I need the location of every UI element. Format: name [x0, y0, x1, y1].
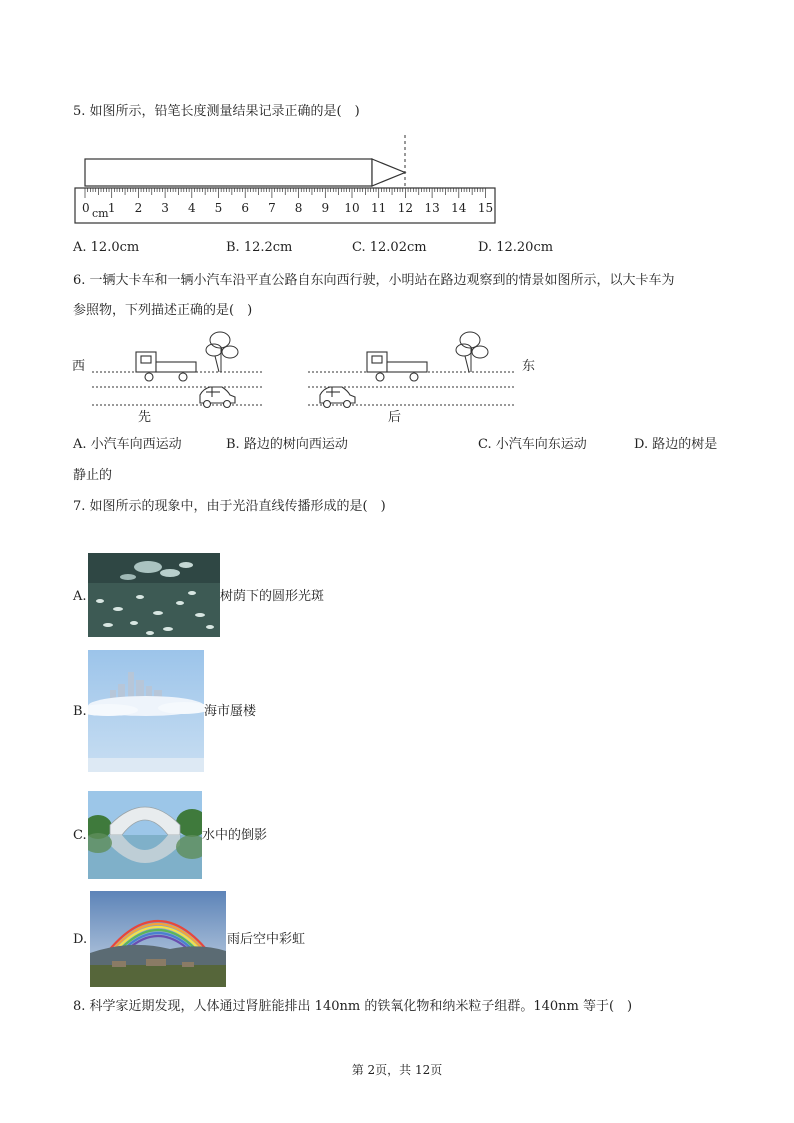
- tree-icon-left: [206, 332, 238, 372]
- q6-option-d-continued: 静止的: [73, 468, 113, 483]
- east-label: 东: [522, 359, 536, 374]
- before-label: 先: [138, 410, 152, 425]
- mirage-city-photo: [88, 650, 204, 772]
- ruler-label: 1: [107, 201, 116, 215]
- ruler-label: 13: [424, 201, 440, 215]
- q6-option-a[interactable]: A. 小汽车向西运动: [73, 437, 182, 452]
- car-icon-right: [320, 387, 355, 408]
- ruler-label: 11: [371, 201, 387, 215]
- question-6-stem-line2: 参照物，下列描述正确的是( ): [73, 303, 253, 318]
- q5-option-a[interactable]: A. 12.0cm: [73, 240, 140, 255]
- question-6-stem-line1: 6. 一辆大卡车和一辆小汽车沿平直公路自东向西行驶，小明站在路边观察到的情景如图所示，以大卡车为: [73, 273, 675, 288]
- truck-icon-right: [367, 352, 427, 381]
- ruler-label: 3: [161, 201, 169, 215]
- ruler-label: 8: [294, 201, 303, 215]
- page-footer: 第 2页，共 12页: [351, 1063, 443, 1077]
- truck-icon-left: [136, 352, 196, 381]
- q5-option-c[interactable]: C. 12.02cm: [352, 240, 427, 255]
- q6-option-d[interactable]: D. 路边的树是: [634, 437, 718, 452]
- rainbow-photo: [90, 891, 226, 987]
- q7-option-b-letter[interactable]: B.: [73, 704, 87, 719]
- pencil-ruler-figure: [70, 130, 510, 230]
- ruler-label: 4: [187, 201, 196, 215]
- q5-option-d[interactable]: D. 12.20cm: [478, 240, 554, 255]
- ruler-unit-label: cm: [92, 207, 109, 220]
- q5-option-b[interactable]: B. 12.2cm: [226, 240, 293, 255]
- q7-option-b-text: 海市蜃楼: [204, 704, 257, 719]
- truck-car-figure: [70, 325, 550, 425]
- ruler-label: 5: [214, 201, 223, 215]
- tree-icon-right: [456, 332, 488, 372]
- q7-option-c-text: 水中的倒影: [202, 828, 268, 843]
- q7-option-d-text: 雨后空中彩虹: [227, 932, 306, 947]
- ruler-label: 12: [397, 201, 414, 215]
- after-label: 后: [388, 410, 402, 425]
- ruler-label: 0: [82, 201, 90, 215]
- tree-shade-light-spots-photo: [88, 553, 220, 637]
- q6-option-b[interactable]: B. 路边的树向西运动: [226, 437, 348, 452]
- question-7-stem: 7. 如图所示的现象中，由于光沿直线传播形成的是( ): [73, 499, 386, 514]
- west-label: 西: [72, 359, 86, 374]
- q7-option-c-letter[interactable]: C.: [73, 828, 87, 843]
- q6-option-c[interactable]: C. 小汽车向东运动: [478, 437, 587, 452]
- ruler-label: 2: [134, 201, 143, 215]
- question-8-stem: 8. 科学家近期发现，人体通过肾脏能排出 140nm 的铁氧化物和纳米粒子组群。140nm 等于( ): [73, 999, 633, 1014]
- ruler-label: 10: [344, 201, 360, 215]
- question-5-stem: 5. 如图所示，铅笔长度测量结果记录正确的是( ): [73, 104, 360, 119]
- ruler-label: 14: [451, 201, 467, 215]
- ruler-label: 6: [241, 201, 250, 215]
- car-icon-left: [200, 387, 235, 408]
- bridge-reflection-photo: [88, 791, 202, 879]
- ruler-label: 7: [268, 201, 276, 215]
- ruler-label: 15: [477, 201, 494, 215]
- q7-option-d-letter[interactable]: D.: [73, 932, 88, 947]
- q7-option-a-text: 树荫下的圆形光斑: [220, 589, 325, 604]
- ruler-label: 9: [321, 201, 330, 215]
- left-scene-road: [92, 372, 262, 405]
- pencil-drawing: [85, 159, 405, 186]
- q7-option-a-letter[interactable]: A.: [73, 589, 87, 604]
